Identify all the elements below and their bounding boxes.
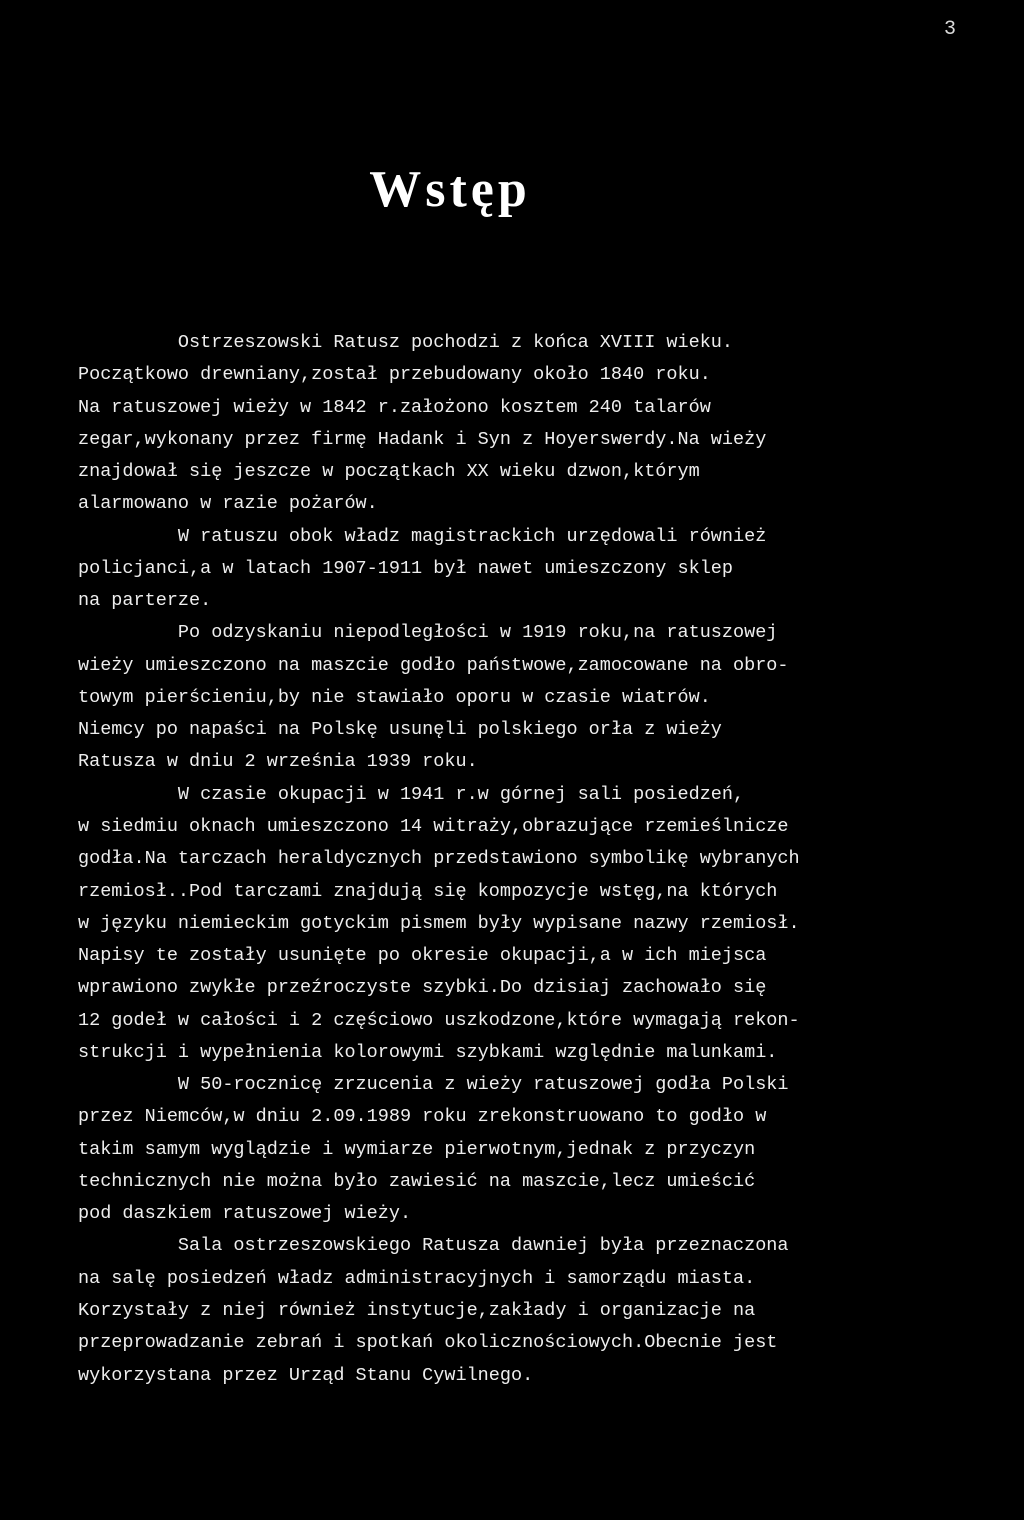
- text-line: Na ratuszowej wieży w 1842 r.założono kosztem 240 talarów: [78, 396, 711, 418]
- text-line: godła.Na tarczach heraldycznych przedstawiono symbolikę wybranych: [78, 848, 800, 870]
- text-line: Napisy te zostały usunięte po okresie okupacji,a w ich miejsca: [78, 945, 767, 967]
- body-text: [78, 327, 988, 1392]
- text-line: na parterze.: [78, 590, 212, 612]
- text-line: Niemcy po napaści na Polskę usunęli polskiego orła z wieży: [78, 719, 722, 741]
- text-line: rzemiosł..Pod tarczami znajdują się kompozycje wstęg,na których: [78, 880, 778, 902]
- text-line: zegar,wykonany przez firmę Hadank i Syn z Hoyerswerdy.Na wieży: [78, 428, 767, 450]
- text-line: Korzystały z niej również instytucje,zakłady i organizacje na: [78, 1299, 756, 1321]
- text-line: w języku niemieckim gotyckim pismem były wypisane nazwy rzemiosł.: [78, 912, 800, 934]
- text-line: przez Niemców,w dniu 2.09.1989 roku zrekonstruowano to godło w: [78, 1106, 767, 1128]
- text-line: Po odzyskaniu niepodległości w 1919 roku,na ratuszowej: [78, 622, 778, 644]
- text-line: znajdował się jeszcze w początkach XX wieku dzwon,którym: [78, 461, 700, 483]
- text-line: na salę posiedzeń władz administracyjnych i samorządu miasta.: [78, 1267, 756, 1289]
- text-line: towym pierścieniu,by nie stawiało oporu w czasie wiatrów.: [78, 686, 711, 708]
- text-line: Początkowo drewniany,został przebudowany około 1840 roku.: [78, 364, 711, 386]
- page-number: 3: [944, 18, 957, 41]
- text-line: Ratusza w dniu 2 września 1939 roku.: [78, 751, 478, 773]
- text-line: takim samym wyglądzie i wymiarze pierwotnym,jednak z przyczyn: [78, 1138, 756, 1160]
- text-line: alarmowano w razie pożarów.: [78, 493, 378, 515]
- page-title: Wstęp: [369, 161, 531, 218]
- text-line: wykorzystana przez Urząd Stanu Cywilnego.: [78, 1364, 534, 1386]
- text-line: Ostrzeszowski Ratusz pochodzi z końca XVIII wieku.: [78, 332, 734, 353]
- text-line: przeprowadzanie zebrań i spotkań okolicznościowych.Obecnie jest: [78, 1332, 778, 1354]
- text-line: 12 godeł w całości i 2 częściowo uszkodzone,które wymagają rekon-: [78, 1009, 800, 1031]
- text-line: Sala ostrzeszowskiego Ratusza dawniej była przeznaczona: [78, 1235, 789, 1257]
- text-line: W 50-rocznicę zrzucenia z wieży ratuszowej godła Polski: [78, 1074, 789, 1096]
- text-line: technicznych nie można było zawiesić na maszcie,lecz umieścić: [78, 1170, 756, 1192]
- text-line: W ratuszu obok władz magistrackich urzędowali również: [78, 525, 767, 547]
- text-line: wieży umieszczono na maszcie godło państwowe,zamocowane na obro-: [78, 654, 789, 676]
- text-line: wprawiono zwykłe przeźroczyste szybki.Do dzisiaj zachowało się: [78, 977, 767, 999]
- text-line: policjanci,a w latach 1907-1911 był nawet umieszczony sklep: [78, 557, 734, 579]
- text-line: w siedmiu oknach umieszczono 14 witraży,obrazujące rzemieślnicze: [78, 815, 789, 837]
- text-line: W czasie okupacji w 1941 r.w górnej sali posiedzeń,: [78, 783, 745, 805]
- text-line: pod daszkiem ratuszowej wieży.: [78, 1203, 412, 1225]
- text-line: strukcji i wypełnienia kolorowymi szybkami względnie malunkami.: [78, 1041, 778, 1063]
